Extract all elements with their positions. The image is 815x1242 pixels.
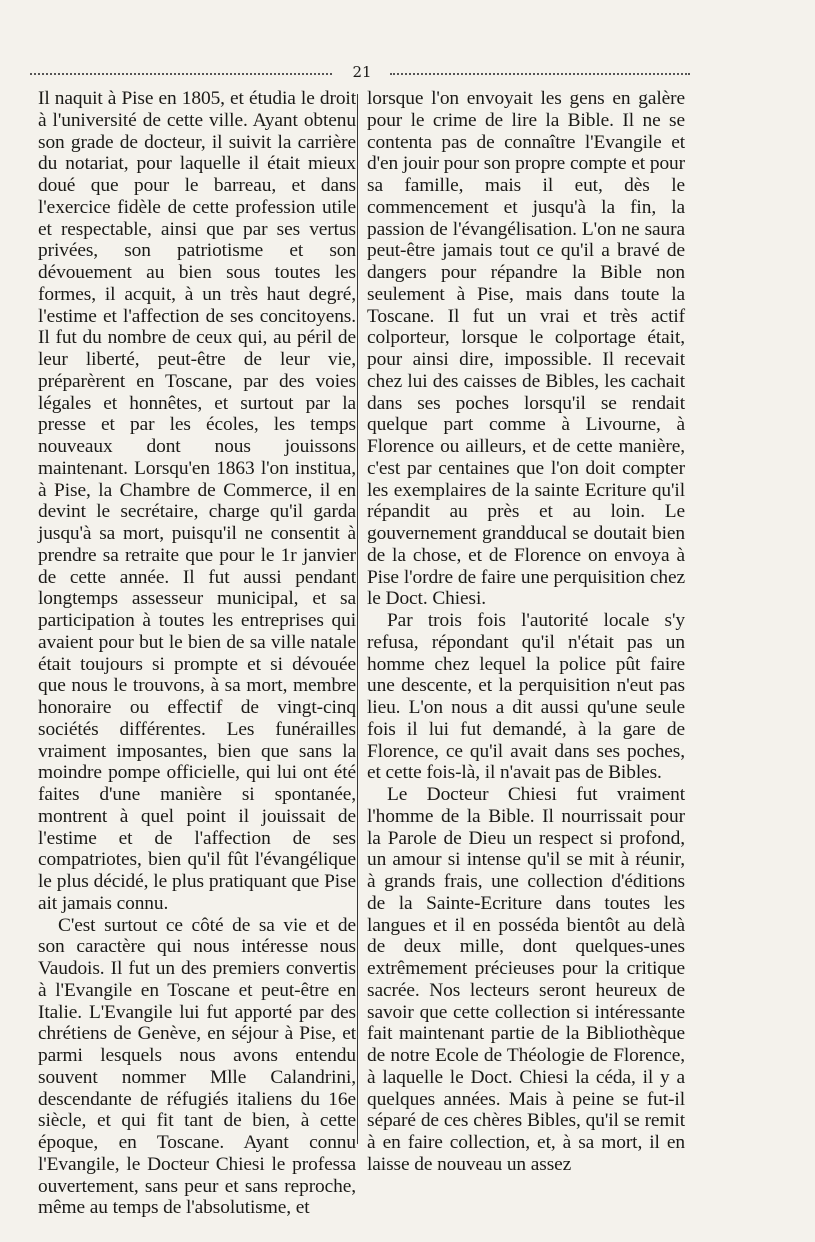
header-rule-right: [390, 73, 690, 75]
paragraph: Par trois fois l'autorité locale s'y refusa, répondant qu'il n'était pas un homme chez lequel la police pût faire une descente, et la perquisition n'eut pas lieu. L'on nous a dit aussi qu'une seule fois il lui fut demandé, à la gare de Florence, ce qu'il avait dans ses poches, et cette fois-là, il n'avait pas de Bibles.: [367, 610, 685, 784]
header-rule-left: [30, 73, 332, 75]
left-column: [38, 88, 356, 1219]
column-divider: [357, 94, 358, 1144]
page-number: 21: [352, 63, 372, 81]
paragraph: lorsque l'on envoyait les gens en galère pour le crime de lire la Bible. Il ne se contenta pas de connaître l'Evangile et d'en jouir pour son propre compte et pour sa famille, mais il eut, dès le commencement et jusqu'à la fin, la passion de l'évangélisation. L'on ne saura peut-être jamais tout ce qu'il a bravé de dangers pour répandre la Bible non seulement à Pise, mais dans toute la Toscane. Il fut un vrai et très actif colporteur, lorsque le colportage était, pour ainsi dire, impossible. Il recevait chez lui des caisses de Bibles, les cachait dans ses poches lorsqu'il se rendait quelque part comme à Livourne, à Florence ou ailleurs, et de cette manière, c'est par centaines que l'on doit compter les exemplaires de la sainte Ecriture qu'il répandit au près et au loin. Le gouvernement grandducal se doutait bien de la chose, et de Florence on envoya à Pise l'ordre de faire une perquisition chez le Doct. Chiesi.: [367, 88, 685, 610]
paragraph: Il naquit à Pise en 1805, et étudia le droit à l'université de cette ville. Ayant obtenu son grade de docteur, il suivit la carrière du notariat, pour laquelle il était mieux doué que pour le barreau, et dans l'exercice fidèle de cette profession utile et respectable, ainsi que par ses vertus privées, son patriotisme et son dévouement au bien sous toutes les formes, il acquit, à un très haut degré, l'estime et l'affection de ses concitoyens. Il fut du nombre de ceux qui, au péril de leur liberté, peut-être de leur vie, préparèrent en Toscane, par des voies légales et honnêtes, et surtout par la presse et par les écoles, les temps nouveaux dont nous jouissons maintenant. Lorsqu'en 1863 l'on institua, à Pise, la Chambre de Commerce, il en devint le secrétaire, charge qu'il garda jusqu'à sa mort, puisqu'il ne consentit à prendre sa retraite que pour le 1r janvier de cette année. Il fut aussi pendant longtemps assesseur municipal, et sa participation à toutes les entreprises qui avaient pour but le bien de sa ville natale était toujours si prompte et si dévouée que nous le trouvons, à sa mort, membre honoraire ou effectif de vingt-cinq sociétés différentes. Les funérailles vraiment imposantes, bien que sans la moindre pompe officielle, qui lui ont été faites d'une manière si spontanée, montrent à quel point il jouissait de l'estime et de l'affection de ses compatriotes, bien qu'il fût l'évangélique le plus décidé, le plus pratiquant que Pise ait jamais connu.: [38, 88, 356, 914]
right-column: [367, 88, 685, 1176]
page-header: [30, 62, 690, 84]
paragraph: Le Docteur Chiesi fut vraiment l'homme de la Bible. Il nourrissait pour la Parole de Dieu un respect si profond, un amour si intense qu'il se mit à réunir, à grands frais, une collection d'éditions de la Sainte-Ecriture dans toutes les langues et il en posséda bientôt au delà de deux mille, dont quelques-unes extrêmement précieuses pour la critique sacrée. Nos lecteurs seront heureux de savoir que cette collection si intéressante fait maintenant partie de la Bibliothèque de notre Ecole de Théologie de Florence, à laquelle le Doct. Chiesi la céda, il y a quelques années. Mais à peine se fut-il séparé de ces chères Bibles, qu'il se remit à en faire collection, et, à sa mort, il en laisse de nouveau un assez: [367, 784, 685, 1175]
paragraph: C'est surtout ce côté de sa vie et de son caractère qui nous intéresse nous Vaudois. Il fut un des premiers convertis à l'Evangile en Toscane et peut-être en Italie. L'Evangile lui fut apporté par des chrétiens de Genève, en séjour à Pise, et parmi lesquels nous avons entendu souvent nommer Mlle Calandrini, descendante de réfugiés italiens du 16e siècle, et qui fit tant de bien, à cette époque, en Toscane. Ayant connu l'Evangile, le Docteur Chiesi le professa ouvertement, sans peur et sans reproche, même au temps de l'absolutisme, et: [38, 914, 356, 1219]
